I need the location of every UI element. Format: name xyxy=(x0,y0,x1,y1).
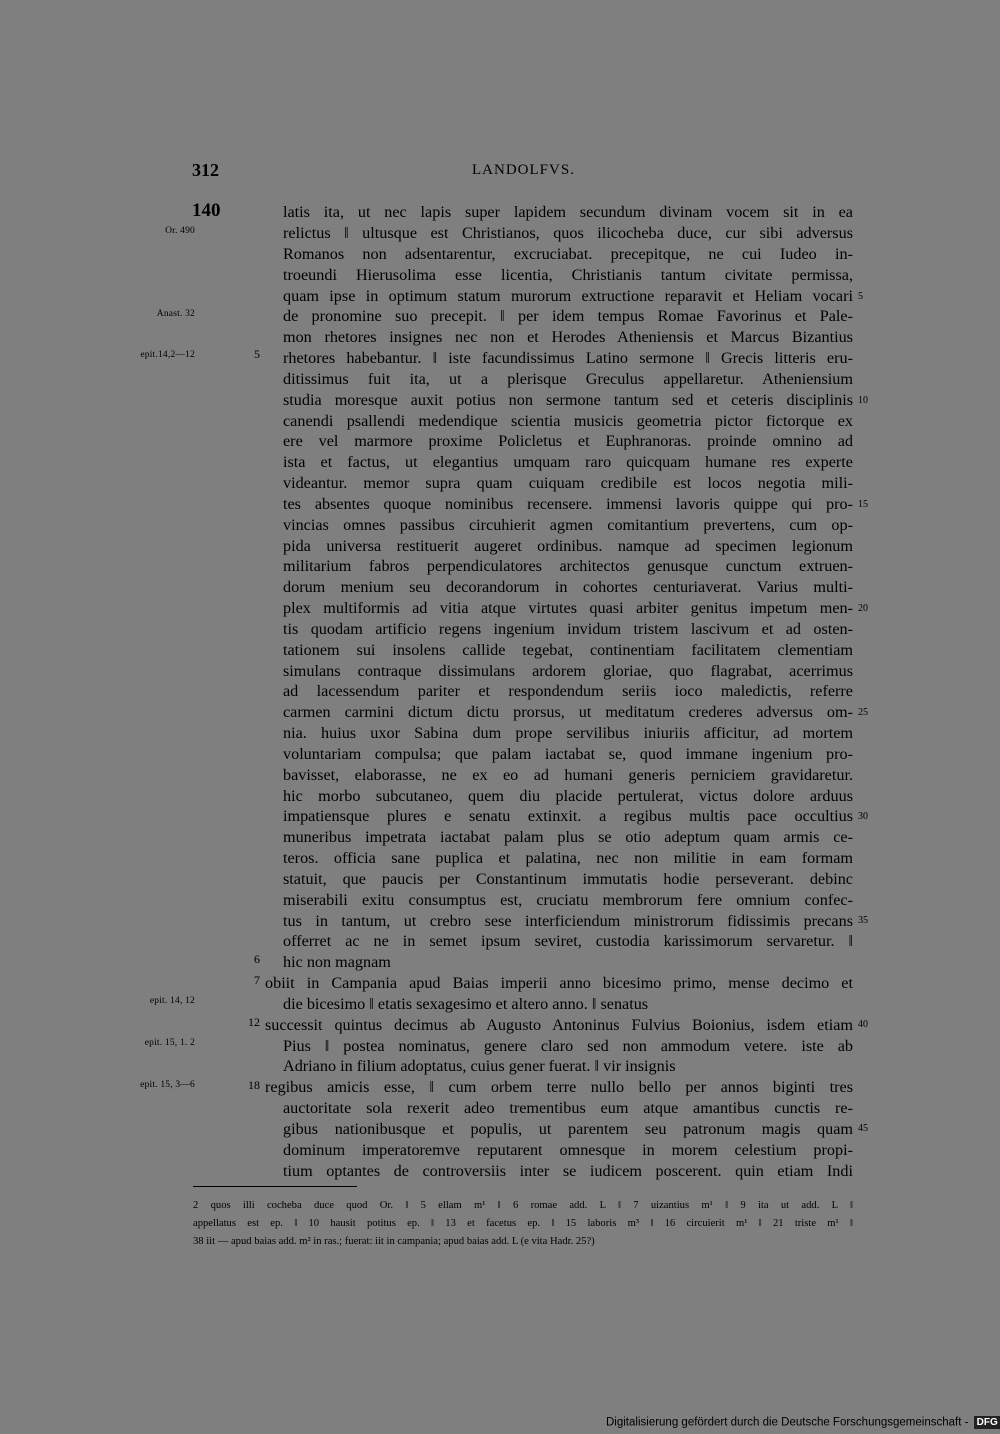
footnote-rule xyxy=(193,1186,357,1187)
text-line: dominum imperatoremve reputarent omnesque in morem celestium propi- xyxy=(283,1141,853,1159)
text-line: dorum menium seu decorandorum in cohortes centuriaverat. Varius multi- xyxy=(283,578,853,596)
source-note: Anast. 32 xyxy=(156,309,195,319)
line-number: 10 xyxy=(858,395,868,406)
text-line: plex multiformis ad vitia atque virtutes quasi arbiter genitus impetum men- xyxy=(283,599,853,617)
running-title: LANDOLFVS. xyxy=(472,162,575,178)
text-line: pida universa restituerit augeret ordinibus. namque ad specimen legionum xyxy=(283,537,853,555)
footnote-line: 38 iit — apud baias add. m² in ras.; fuerat: iit in campania; apud baias add. L (e vita Hadr. 25?) xyxy=(193,1236,595,1247)
line-number: 35 xyxy=(858,915,868,926)
inner-line-number: 7 xyxy=(254,973,260,987)
text-line: voluntariam compulsa; que palam iactabat se, quod immane ingenium pro- xyxy=(283,745,853,763)
source-note: epit.14,2—12 xyxy=(140,350,195,360)
footnote-line: appellatus est ep. ‖ 10 hausit potitus ep. ‖ 13 et facetus ep. ‖ 15 laboris m³ ‖ 16 circuierit m¹ ‖ 21 triste m¹ ‖ xyxy=(193,1218,853,1229)
text-line: auctoritate sola rexerit adeo trementibus eum atque amantibus cunctis re- xyxy=(283,1099,853,1117)
text-line: tationem sui insolens callide tegebat, continentiam facilitatem clementiam xyxy=(283,641,853,659)
line-number: 45 xyxy=(858,1123,868,1134)
digitization-credit xyxy=(606,1416,1000,1429)
text-line: de pronomine suo precepit. ‖ per idem tempus Romae Favorinus et Pale- xyxy=(283,307,853,325)
text-line: gibus nationibusque et populis, ut parentem seu patronum magis quam xyxy=(283,1120,853,1138)
source-note: Or. 490 xyxy=(165,226,195,236)
inner-line-number: 12 xyxy=(248,1015,260,1029)
text-line: teros. officia sane puplica et palatina, nec non militie in eam formam xyxy=(283,849,853,867)
text-line: ere vel marmore proxime Policletus et Euphranoras. proinde omnino ad xyxy=(283,432,853,450)
text-line: statuit, que paucis per Constantinum immutatis hodie perseverant. debinc xyxy=(283,870,853,888)
source-note: epit. 15, 1. 2 xyxy=(144,1038,195,1048)
text-line: bavisset, elaborasse, ne ex eo ad humani generis perniciem gravidaretur. xyxy=(283,766,853,784)
text-line: relictus ‖ ultusque est Christianos, quos ilicocheba duce, cur sibi adversus xyxy=(283,224,853,242)
text-line: studia moresque auxit potius non sermone tantum sed et ceteris disciplinis xyxy=(283,391,853,409)
inner-line-number: 5 xyxy=(254,347,260,361)
text-line: Adriano in filium adoptatus, cuius gener fuerat. ‖ vir insignis xyxy=(283,1057,676,1075)
text-line: hic morbo subcutaneo, quem diu placide pertulerat, victus dolore arduus xyxy=(283,787,853,805)
text-line: Pius ‖ postea nominatus, genere claro sed non ammodum vetere. iste ab xyxy=(283,1037,853,1055)
dfg-logo-icon: DFG xyxy=(974,1416,1000,1429)
text-line: tis quodam artificio regens ingenium invidum tristem lascivum et ad osten- xyxy=(283,620,853,638)
source-note: epit. 14, 12 xyxy=(149,996,195,1006)
text-line: hic non magnam xyxy=(283,953,391,971)
line-number: 40 xyxy=(858,1019,868,1030)
footnote-line: 2 quos illi cocheba duce quod Or. ‖ 5 ellam m¹ ‖ 6 romae add. L ‖ 7 uizantius m¹ ‖ 9 ita ut add. L ‖ xyxy=(193,1200,853,1211)
line-number: 25 xyxy=(858,707,868,718)
text-line: regibus amicis esse, ‖ cum orbem terre nullo bello per annos biginti tres xyxy=(265,1078,853,1096)
text-line: impatiensque plures e senatu extinxit. a regibus multis pace occultius xyxy=(283,807,853,825)
text-line: obiit in Campania apud Baias imperii anno bicesimo primo, mense decimo et xyxy=(265,974,853,992)
line-number: 20 xyxy=(858,603,868,614)
text-line: carmen carmini dictum dictu prorsus, ut meditatum crederes adversus om- xyxy=(283,703,853,721)
source-note: epit. 15, 3—6 xyxy=(140,1080,195,1090)
text-line: tes absentes quoque nominibus recensere. immensi lavoris quippe qui pro- xyxy=(283,495,853,513)
chapter-number: 140 xyxy=(192,200,221,221)
text-line: vincias omnes passibus circuhierit agmen comitantium prevertens, cum op- xyxy=(283,516,853,534)
text-line: ditissimus fuit ita, ut a plerisque Greculus appellaretur. Atheniensium xyxy=(283,370,853,388)
inner-line-number: 18 xyxy=(248,1078,260,1092)
text-line: videantur. memor supra quam cuiquam credibile est locos negotia mili- xyxy=(283,474,853,492)
inner-line-number: 6 xyxy=(254,952,260,966)
text-line: muneribus impetrata iactabat palam plus se otio adeptum quam armis ce- xyxy=(283,828,853,846)
line-number: 30 xyxy=(858,811,868,822)
text-line: nia. huius uxor Sabina dum prope servilibus iniuriis afficitur, ad mortem xyxy=(283,724,853,742)
text-line: offerret ac ne in semet ipsum seviret, custodia karissimorum servaretur. ‖ xyxy=(283,932,853,950)
text-line: Romanos non adsentarentur, excruciabat. precepitque, ne cui Iudeo in- xyxy=(283,245,853,263)
text-line: militarium fabros perpendiculatores architectos genusque cunctum extruen- xyxy=(283,557,853,575)
page-number: 312 xyxy=(192,160,219,180)
text-line: rhetores habebantur. ‖ iste facundissimus Latino sermone ‖ Grecis litteris eru- xyxy=(283,349,853,367)
text-line: tus in tantum, ut crebro sese interficiendum ministrorum fidissimis precans xyxy=(283,912,853,930)
text-line: die bicesimo ‖ etatis sexagesimo et altero anno. ‖ senatus xyxy=(283,995,649,1013)
text-line: tium optantes de controversiis inter se iudicem poscerent. quin etiam Indi xyxy=(283,1162,853,1180)
text-line: canendi psallendi medendique scientia musicis geometria pictor fictorque ex xyxy=(283,412,853,430)
line-number: 5 xyxy=(858,291,863,302)
credit-text: Digitalisierung gefördert durch die Deutsche Forschungsgemeinschaft - xyxy=(606,1416,969,1429)
text-line: troeundi Hierusolima esse licentia, Christianis tantum civitate permissa, xyxy=(283,266,853,284)
running-head xyxy=(192,160,852,184)
text-line: mon rhetores insignes nec non et Herodes Atheniensis et Marcus Bizantius xyxy=(283,328,853,346)
text-line: miserabili exitu consumptus est, cruciatu membrorum fere omnium confec- xyxy=(283,891,853,909)
line-number: 15 xyxy=(858,499,868,510)
text-line: quam ipse in optimum statum murorum extructione reparavit et Heliam vocari xyxy=(283,287,853,305)
text-line: ista et factus, ut elegantius umquam raro quicquam humane res experte xyxy=(283,453,853,471)
text-line: simulans contraque dissimulans ardorem gloriae, quo flagrabat, acerrimus xyxy=(283,662,853,680)
text-line: ad lacessendum pariter et respondendum seriis ioco maledictis, referre xyxy=(283,682,853,700)
text-line: successit quintus decimus ab Augusto Antoninus Fulvius Boionius, isdem etiam xyxy=(265,1016,853,1034)
text-line: latis ita, ut nec lapis super lapidem secundum divinam vocem sit in ea xyxy=(283,203,853,221)
